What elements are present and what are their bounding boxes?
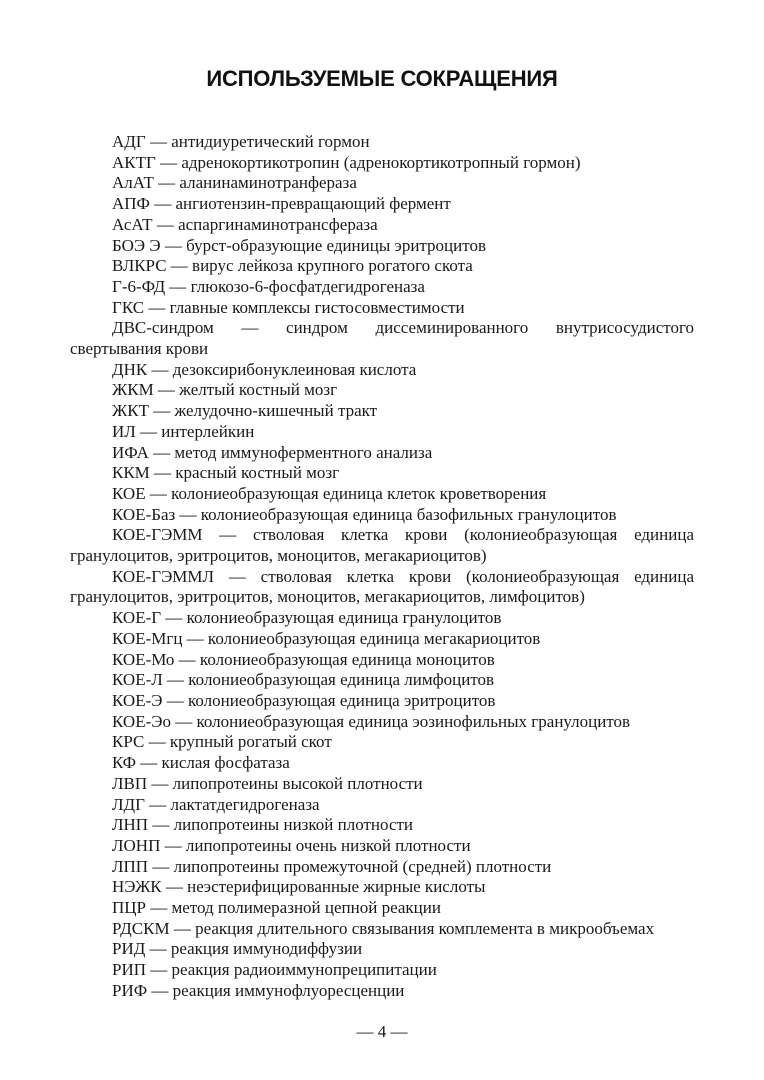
abbreviation-entry: ВЛКРС — вирус лейкоза крупного рогатого скота (112, 256, 473, 276)
abbreviation-entry: ЖКТ — желудочно-кишечный тракт (112, 401, 378, 421)
abbreviation-list (70, 132, 694, 1002)
abbreviation-entry: КОЕ-Л — колониеобразующая единица лимфоцитов (112, 670, 495, 690)
abbreviation-entry: АПФ — ангиотензин-превращающий фермент (112, 194, 451, 214)
abbreviation-entry: Г-6-ФД — глюкозо-6-фосфатдегидрогеназа (112, 276, 425, 296)
abbreviation-entry: КОЕ-Г — колониеобразующая единица гранулоцитов (112, 608, 502, 628)
abbreviation-entry: ЛНП — липопротеины низкой плотности (112, 815, 414, 835)
abbreviation-entry: ДВС-синдром — синдром диссеминированного внутрисосудистого свертывания крови (70, 318, 694, 359)
abbreviation-entry: ИФА — метод иммуноферментного анализа (112, 442, 433, 462)
abbreviation-entry: ИЛ — интерлейкин (112, 421, 255, 441)
abbreviation-entry: БОЭ Э — бурст-образующие единицы эритроцитов (112, 235, 486, 255)
page-title: ИСПОЛЬЗУЕМЫЕ СОКРАЩЕНИЯ (206, 66, 558, 91)
abbreviation-entry: НЭЖК — неэстерифицированные жирные кислоты (112, 877, 486, 897)
abbreviation-entry: КФ — кислая фосфатаза (112, 753, 290, 773)
abbreviation-entry: КРС — крупный рогатый скот (112, 732, 332, 752)
abbreviation-entry: КОЕ-Мгц — колониеобразующая единица мегакариоцитов (112, 628, 541, 648)
abbreviation-entry: ЛПП — липопротеины промежуточной (средней) плотности (112, 856, 552, 876)
abbreviation-entry: ДНК — дезоксирибонуклеиновая кислота (112, 359, 417, 379)
abbreviation-entry: КОЕ-Эо — колониеобразующая единица эозинофильных гранулоцитов (112, 711, 631, 731)
abbreviation-entry: АДГ — антидиуретический гормон (112, 132, 370, 151)
abbreviation-entry: КОЕ-ГЭММЛ — стволовая клетка крови (колониеобразующая единица гранулоцитов, эритроцитов, моноцитов, мегакариоцитов, лимфоцитов) (70, 566, 694, 607)
abbreviation-entry: АсАТ — аспаргинаминотрансфераза (112, 214, 378, 234)
abbreviation-entry: ПЦР — метод полимеразной цепной реакции (112, 898, 441, 918)
abbreviation-entry: ЛВП — липопротеины высокой плотности (112, 773, 423, 793)
abbreviation-entry: ЛДГ — лактатдегидрогеназа (112, 794, 320, 814)
abbreviation-entry: РИФ — реакция иммунофлуоресценции (112, 980, 405, 1000)
abbreviation-entry: КОЕ-ГЭММ — стволовая клетка крови (колониеобразующая единица гранулоцитов, эритроцитов, моноцитов, мегакариоцитов) (70, 525, 694, 566)
page-number: — 4 — (356, 1022, 408, 1041)
abbreviation-entry: КОЕ-Мо — колониеобразующая единица моноцитов (112, 649, 495, 669)
abbreviation-entry: РИД — реакция иммунодиффузии (112, 939, 363, 959)
abbreviation-entry: ЛОНП — липопротеины очень низкой плотности (112, 835, 471, 855)
abbreviation-entry: ГКС — главные комплексы гистосовместимости (112, 297, 465, 317)
abbreviation-entry: АлАТ — аланинаминотранфераза (112, 173, 357, 193)
abbreviation-entry: ККМ — красный костный мозг (112, 463, 340, 483)
abbreviation-entry: РДСКМ — реакция длительного связывания комплемента в микрообъемах (112, 918, 655, 938)
abbreviation-entry: КОЕ-Баз — колониеобразующая единица базофильных гранулоцитов (112, 504, 617, 524)
abbreviation-entry: КОЕ-Э — колониеобразующая единица эритроцитов (112, 690, 496, 710)
abbreviation-entry: АКТГ — адренокортикотропин (адренокортикотропный гормон) (112, 152, 581, 172)
abbreviation-entry: ЖКМ — желтый костный мозг (112, 380, 338, 400)
abbreviation-entry: КОЕ — колониеобразующая единица клеток кроветворения (112, 483, 547, 503)
abbreviation-entry: РИП — реакция радиоиммунопреципитации (112, 960, 437, 980)
